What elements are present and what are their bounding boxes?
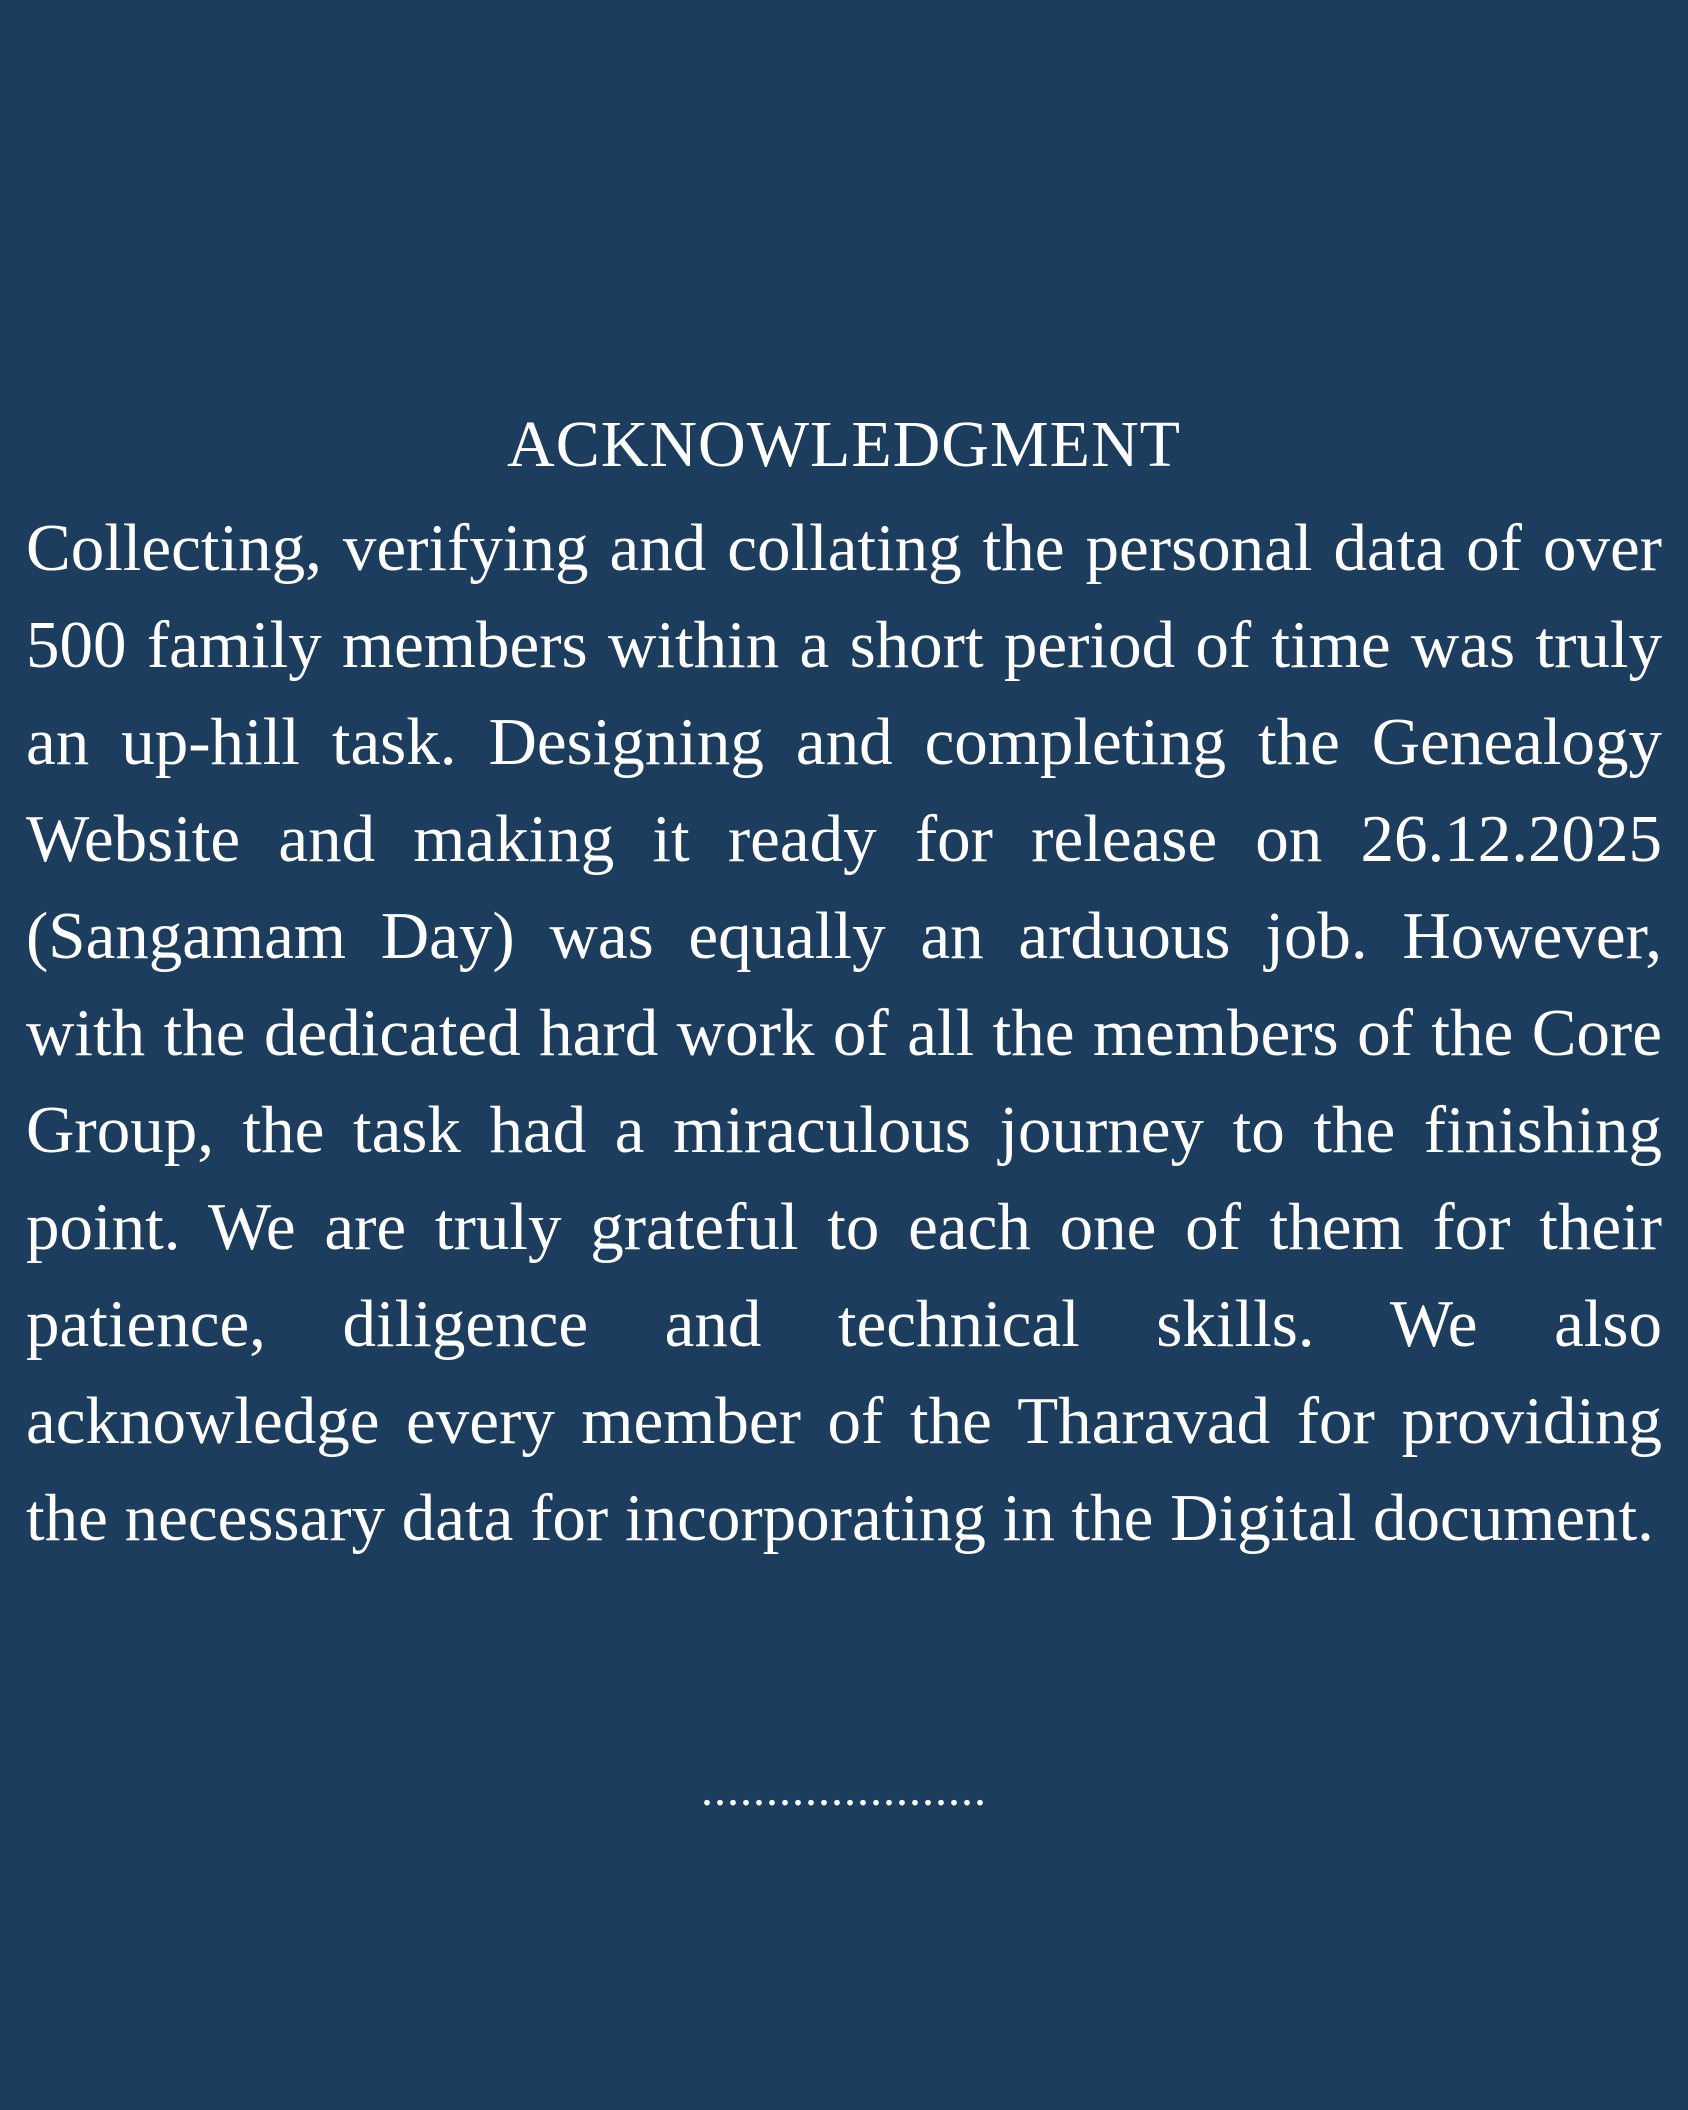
closing-dots: ...................... (701, 1763, 987, 1816)
acknowledgment-body: Collecting, verifying and collating the personal data of over 500 family members within a short period of time was truly an up-hill task. Designing and completing the Genealogy Website and making it ready for release on 26.12.2025 (Sangamam Day) was equally an arduous job. However, with the dedicated hard work of all the members of the Core Group, the task had a miraculous journey to the finishing point. We are truly grateful to each one of them for their patience, diligence and technical skills. We also acknowledge every member of the Tharavad for providing the necessary data for incorporating in the Digital document. (26, 511, 1662, 1555)
page-title: ACKNOWLEDGMENT (507, 408, 1181, 481)
